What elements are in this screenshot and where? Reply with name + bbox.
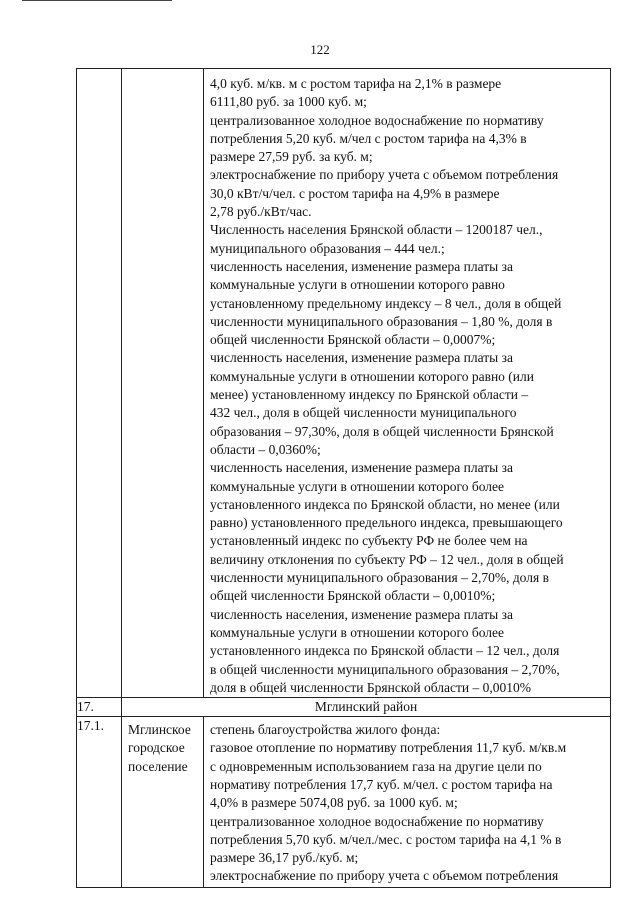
text-line: численность населения, изменение размера платы за xyxy=(210,460,513,476)
text-line: общей численности Брянской области – 0,0010%; xyxy=(210,588,496,604)
text-line: общей численности Брянской области – 0,0007%; xyxy=(210,332,496,348)
settlement-description-cell xyxy=(204,717,611,888)
settlement-description xyxy=(204,717,610,887)
text-line: потребления 5,70 куб. м/чел./мес. с ростом тарифа на 4,1 % в xyxy=(210,831,562,847)
text-line: равно) установленного предельного индекса, превышающего xyxy=(210,515,563,531)
text-line: централизованное холодное водоснабжение по нормативу xyxy=(210,813,544,829)
text-line: размере 27,59 руб. за куб. м; xyxy=(210,149,373,165)
text-line: установленному предельному индексу – 8 чел., доля в общей xyxy=(210,295,562,311)
text-line: степень благоустройства жилого фонда: xyxy=(210,722,441,738)
text-line: в общей численности муниципального образования – 2,70%, xyxy=(210,661,560,677)
text-line: 4,0% в размере 5074,08 руб. за 1000 куб. м; xyxy=(210,795,458,811)
text-line: централизованное холодное водоснабжение по нормативу xyxy=(210,112,544,128)
text-line: величину отклонения по субъекту РФ – 12 чел., доля в общей xyxy=(210,551,564,567)
table-row-settlement xyxy=(77,717,611,888)
text-line: численность населения, изменение размера платы за xyxy=(210,350,513,366)
text-line: установленный индекс по субъекту РФ не более чем на xyxy=(210,533,528,549)
cell-name-empty xyxy=(122,69,204,698)
cell-description xyxy=(204,69,611,698)
settlement-number: 17.1. xyxy=(77,717,122,888)
text-line: области – 0,0360%; xyxy=(210,441,321,457)
text-line: нормативу потребления 17,7 куб. м/чел. с ростом тарифа на xyxy=(210,776,553,792)
text-line: установленного индекса по Брянской области, но менее (или xyxy=(210,496,560,512)
text-line: газовое отопление по нормативу потребления 11,7 куб. м/кв.м xyxy=(210,740,567,756)
text-line: коммунальные услуги в отношении которого более xyxy=(210,478,504,494)
cell-number-empty xyxy=(77,69,122,698)
settlement-name xyxy=(122,717,203,776)
text-line: образования – 97,30%, доля в общей численности Брянской xyxy=(210,423,554,439)
text-line: доля в общей численности Брянской области – 0,0010% xyxy=(210,679,532,695)
text-line: 2,78 руб./кВт/час. xyxy=(210,204,312,220)
page-number: 122 xyxy=(310,42,330,57)
region-title: Мглинский район xyxy=(122,698,611,717)
text-line: с одновременным использованием газа на другие цели по xyxy=(210,758,542,774)
description-text xyxy=(204,69,610,697)
text-line: 4,0 куб. м/кв. м с ростом тарифа на 2,1% в размере xyxy=(210,76,502,91)
text-line: коммунальные услуги в отношении которого более xyxy=(210,624,504,640)
text-line: менее) установленному индексу по Брянской области – xyxy=(210,387,529,403)
settlement-name-cell xyxy=(122,717,204,888)
text-line: численность населения, изменение размера платы за xyxy=(210,258,513,274)
table-row-region xyxy=(77,698,611,717)
top-edge-rule xyxy=(22,0,172,1)
text-line: Численность населения Брянской области – 1200187 чел., xyxy=(210,222,543,238)
text-line: коммунальные услуги в отношении которого равно (или xyxy=(210,368,534,384)
text-line: электроснабжение по прибору учета с объемом потребления xyxy=(210,167,559,183)
text-line: численность населения, изменение размера платы за xyxy=(210,606,513,622)
text-line: муниципального образования – 444 чел.; xyxy=(210,240,445,256)
text-line: потребления 5,20 куб. м/чел с ростом тарифа на 4,3% в xyxy=(210,130,527,146)
text-line: численности муниципального образования – 2,70%, доля в xyxy=(210,570,549,586)
text-line: размере 36,17 руб./куб. м; xyxy=(210,850,359,866)
text-line: электроснабжение по прибору учета с объемом потребления xyxy=(210,868,559,884)
settlement-name-line: Мглинское xyxy=(128,722,191,738)
text-line: 30,0 кВт/ч/чел. с ростом тарифа на 4,9% в размере xyxy=(210,185,500,201)
settlement-name-line: поселение xyxy=(128,758,188,774)
text-line: установленного индекса по Брянской области – 12 чел., доля xyxy=(210,643,560,659)
region-number: 17. xyxy=(77,698,122,717)
table-row-continuation xyxy=(77,69,611,698)
settlement-name-line: городское xyxy=(128,740,185,756)
text-line: 432 чел., доля в общей численности муниципального xyxy=(210,405,517,421)
tariff-table xyxy=(76,68,611,888)
text-line: 6111,80 руб. за 1000 куб. м; xyxy=(210,94,367,110)
text-line: коммунальные услуги в отношении которого равно xyxy=(210,277,505,293)
text-line: численности муниципального образования – 1,80 %, доля в xyxy=(210,313,553,329)
